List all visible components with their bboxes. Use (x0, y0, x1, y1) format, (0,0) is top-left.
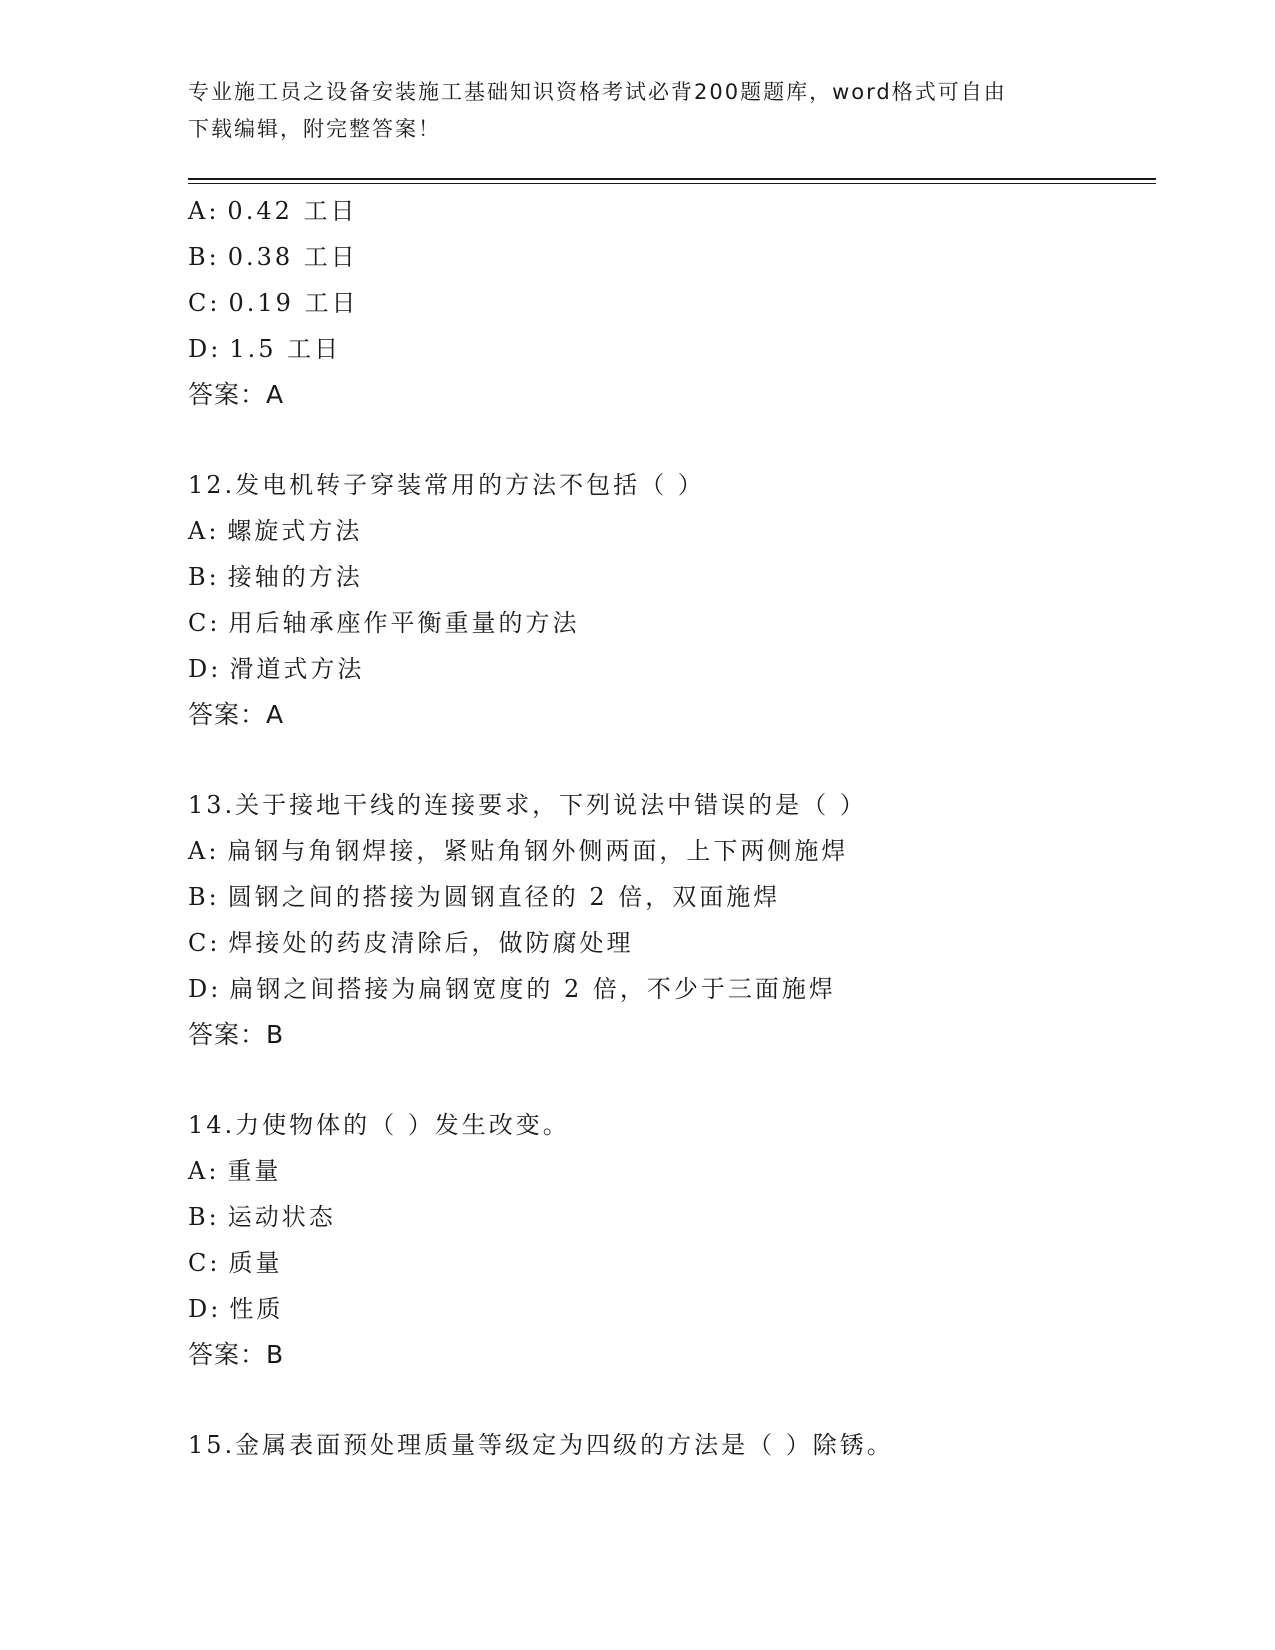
option-c: C: 质量 (188, 1249, 283, 1277)
question-block-11 (188, 188, 1148, 418)
question-block-14 (188, 1102, 1148, 1378)
question-block-12 (188, 462, 1148, 738)
option-d: D: 扁钢之间搭接为扁钢宽度的 2 倍，不少于三面施焊 (188, 975, 836, 1003)
option-b: B: 运动状态 (188, 1203, 336, 1231)
answer-line: 答案：B (188, 1020, 285, 1049)
option-b: B: 圆钢之间的搭接为圆钢直径的 2 倍，双面施焊 (188, 883, 781, 911)
question-stem: 14.力使物体的（ ）发生改变。 (188, 1111, 570, 1139)
answer-line: 答案：A (188, 380, 285, 409)
question-stem: 12.发电机转子穿装常用的方法不包括（ ） (188, 471, 705, 499)
question-block-15 (188, 1422, 1148, 1468)
question-stem: 15.金属表面预处理质量等级定为四级的方法是（ ）除锈。 (188, 1431, 894, 1459)
option-b: B: 接轴的方法 (188, 563, 363, 591)
header-rule-thin (188, 183, 1156, 184)
answer-line: 答案：B (188, 1340, 285, 1369)
option-d: D: 1.5 工日 (188, 335, 342, 363)
option-a: A: 0.42 工日 (188, 197, 358, 225)
option-a: A: 螺旋式方法 (188, 517, 363, 545)
document-header (188, 74, 1088, 148)
question-list (188, 188, 1148, 1468)
option-c: C: 用后轴承座作平衡重量的方法 (188, 609, 580, 637)
option-a: A: 扁钢与角钢焊接，紧贴角钢外侧两面，上下两侧施焊 (188, 837, 849, 865)
option-a: A: 重量 (188, 1157, 282, 1185)
option-b: B: 0.38 工日 (188, 243, 358, 271)
header-line-1: 专业施工员之设备安装施工基础知识资格考试必背200题题库，word格式可自由 (188, 80, 1007, 104)
header-rule-thick (188, 178, 1156, 180)
option-c: C: 0.19 工日 (188, 289, 359, 317)
question-stem: 13.关于接地干线的连接要求，下列说法中错误的是（ ） (188, 791, 867, 819)
header-line-2: 下载编辑，附完整答案！ (188, 117, 441, 141)
option-d: D: 滑道式方法 (188, 655, 365, 683)
answer-line: 答案：A (188, 700, 285, 729)
option-c: C: 焊接处的药皮清除后，做防腐处理 (188, 929, 634, 957)
option-d: D: 性质 (188, 1295, 284, 1323)
question-block-13 (188, 782, 1148, 1058)
